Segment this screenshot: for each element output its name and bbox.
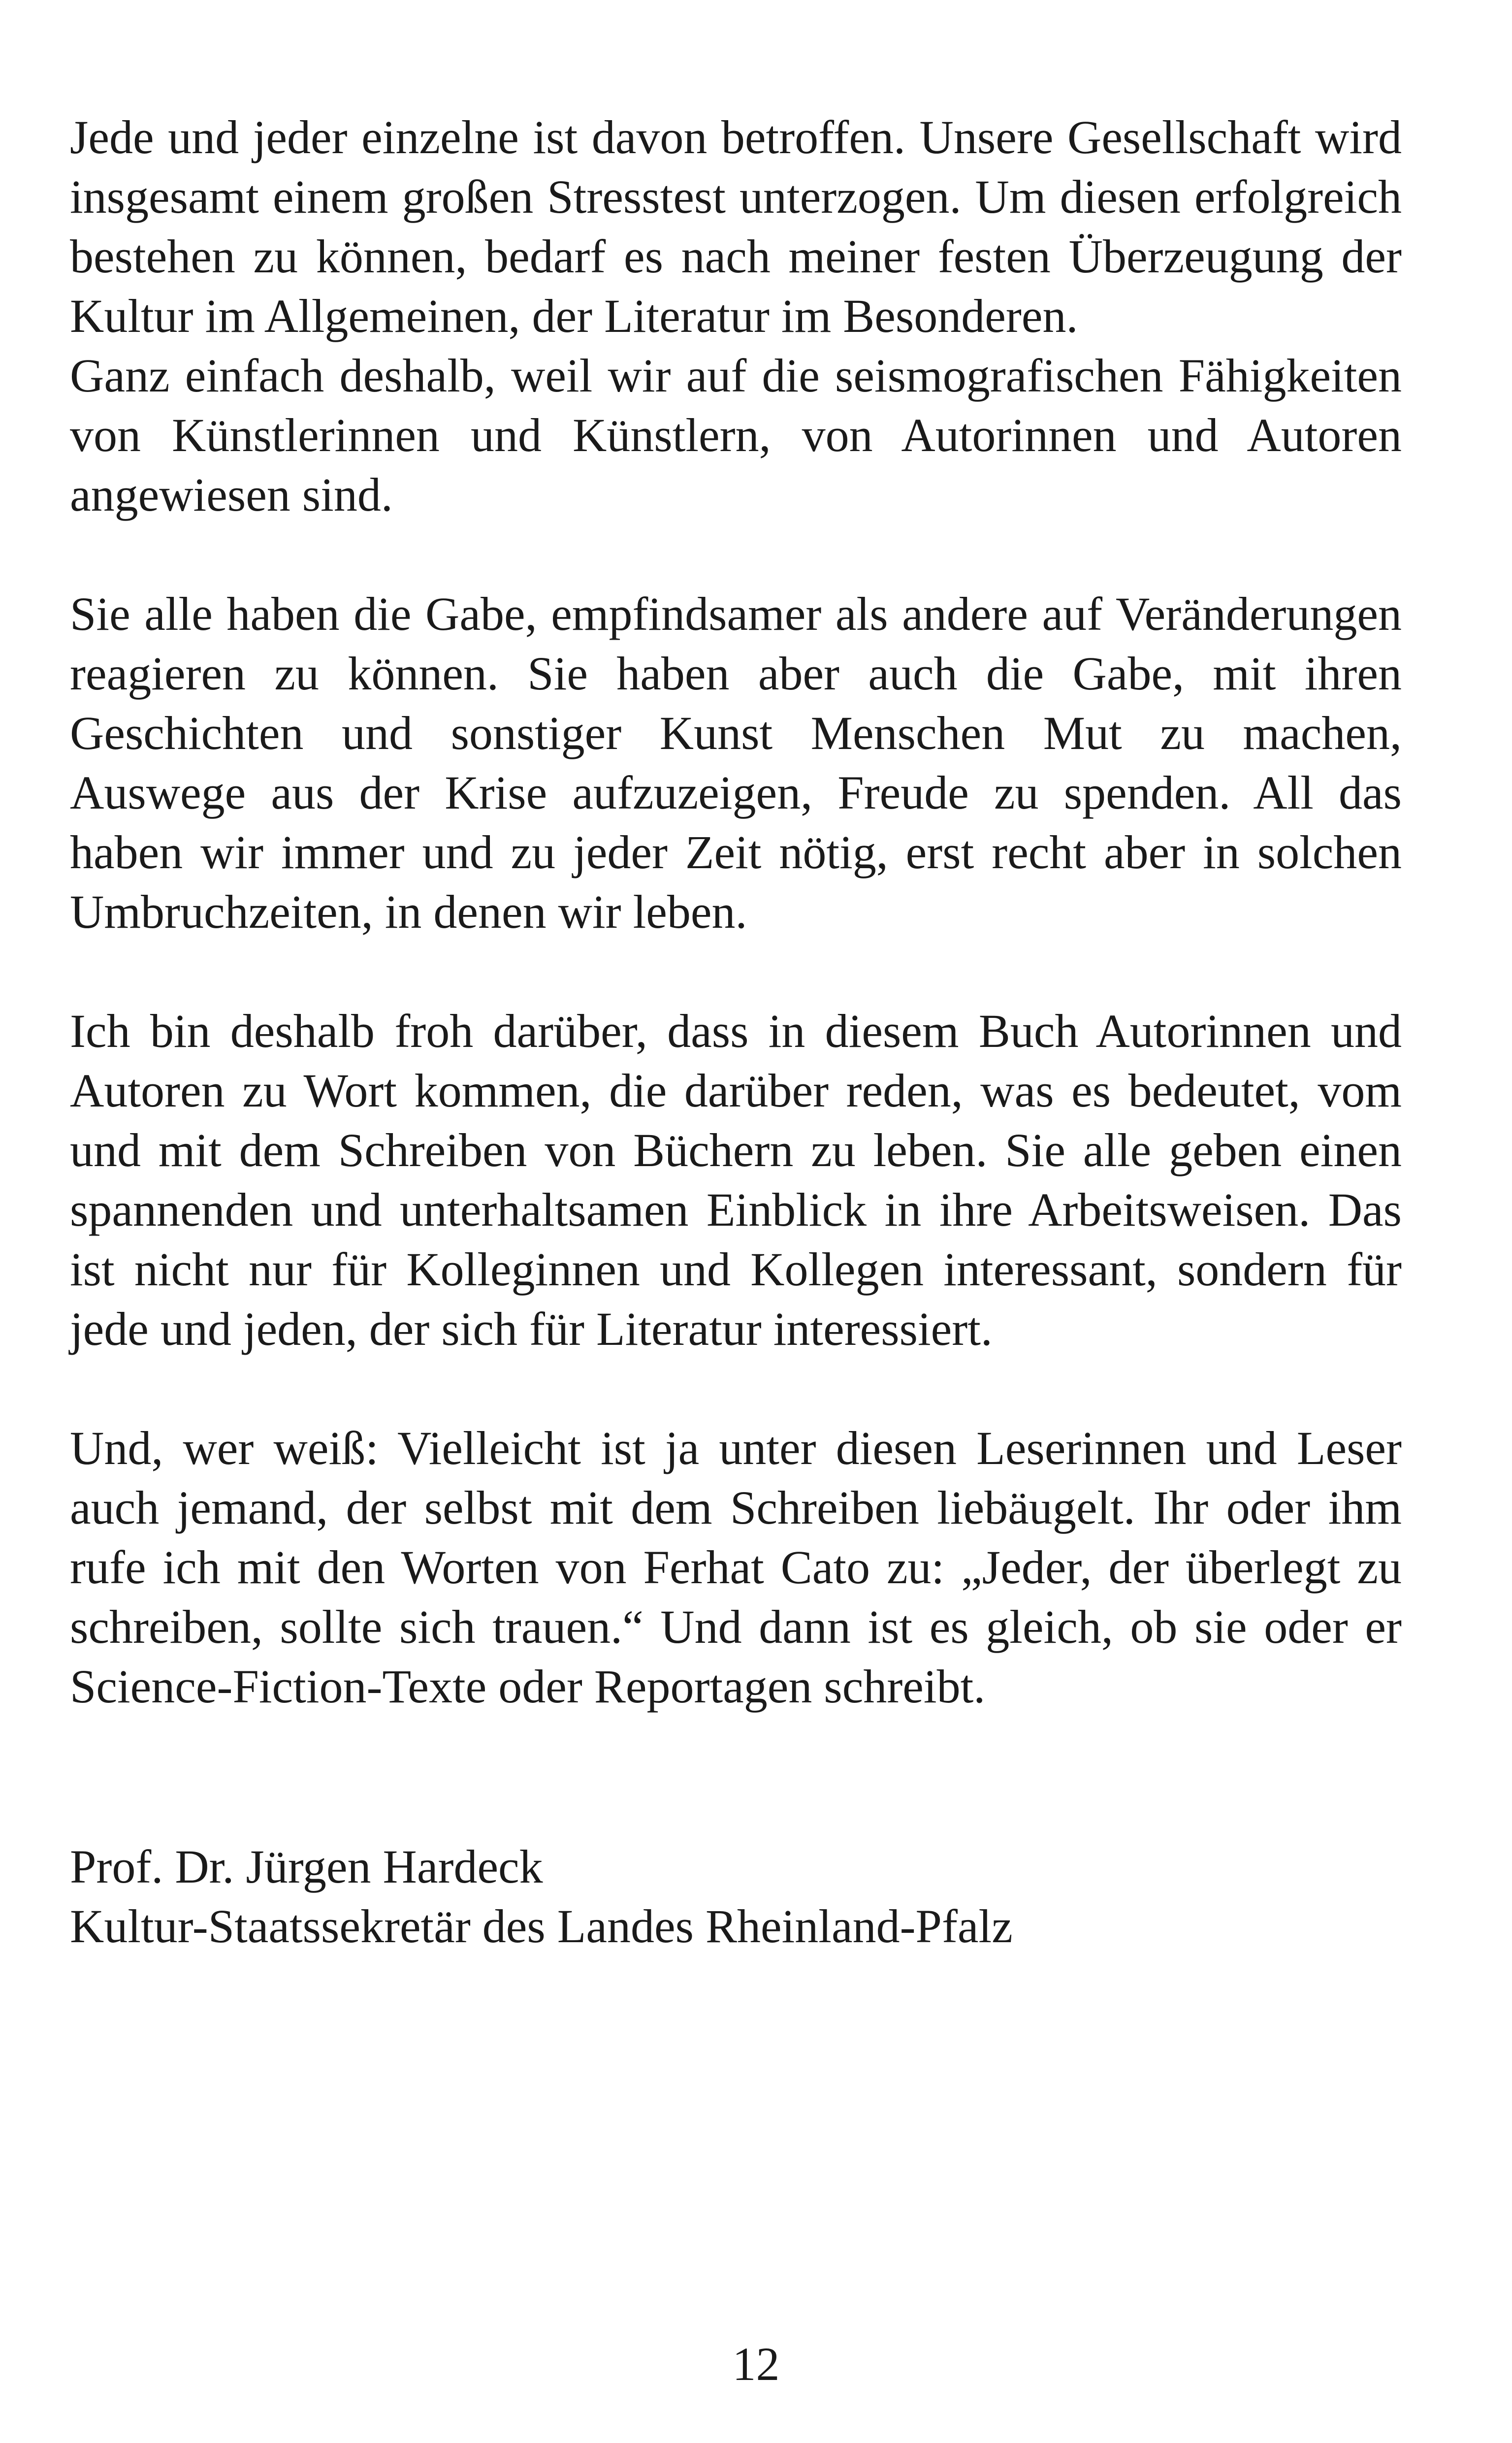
paragraph-1: Jede und jeder einzelne ist davon betroffen. Unsere Gesellschaft wird insgesamt einem großen Stresstest unterzogen. Um diesen erfolgreich bestehen zu können, bedarf es nach meiner festen Überzeugung der Kultur im Allgemeinen, der Literatur im Besonderen. <box>70 111 1402 342</box>
paragraph-5: Und, wer weiß: Vielleicht ist ja unter diesen Leserinnen und Leser auch jemand, der selbst mit dem Schreiben liebäugelt. Ihr oder ihm rufe ich mit den Worten von Ferhat Cato zu: „Jeder, der überlegt zu schreiben, sollte sich trauen.“ Und dann ist es gleich, ob sie oder er Science-Fiction-Texte oder Reportagen schreibt. <box>70 1422 1402 1713</box>
paragraph-4: Ich bin deshalb froh darüber, dass in diesem Buch Autorinnen und Autoren zu Wort kommen, die darüber reden, was es bedeutet, vom und mit dem Schreiben von Büchern zu leben. Sie alle geben einen spannenden und unterhaltsamen Einblick in ihre Arbeitsweisen. Das ist nicht nur für Kolleginnen und Kollegen interessant, sondern für jede und jeden, der sich für Literatur interessiert. <box>70 1005 1402 1355</box>
author-title: Kultur-Staatssekretär des Landes Rheinland-Pfalz <box>70 1900 1013 1953</box>
body-text <box>70 107 1402 1776</box>
paragraph-2: Ganz einfach deshalb, weil wir auf die seismografischen Fähigkeiten von Künstlerinnen und Künstlern, von Autorinnen und Autoren angewiesen sind. <box>70 349 1402 521</box>
signature-block <box>70 1837 1402 1956</box>
paragraph-3: Sie alle haben die Gabe, empfindsamer als andere auf Veränderungen reagieren zu können. Sie haben aber auch die Gabe, mit ihren Geschichten und sonstiger Kunst Menschen Mut zu machen, Auswege aus der Krise aufzuzeigen, Freude zu spenden. All das haben wir immer und zu jeder Zeit nötig, erst recht aber in solchen Umbruchzeiten, in denen wir leben. <box>70 587 1402 938</box>
page-number: 12 <box>732 2338 780 2390</box>
author-name: Prof. Dr. Jürgen Hardeck <box>70 1840 543 1893</box>
